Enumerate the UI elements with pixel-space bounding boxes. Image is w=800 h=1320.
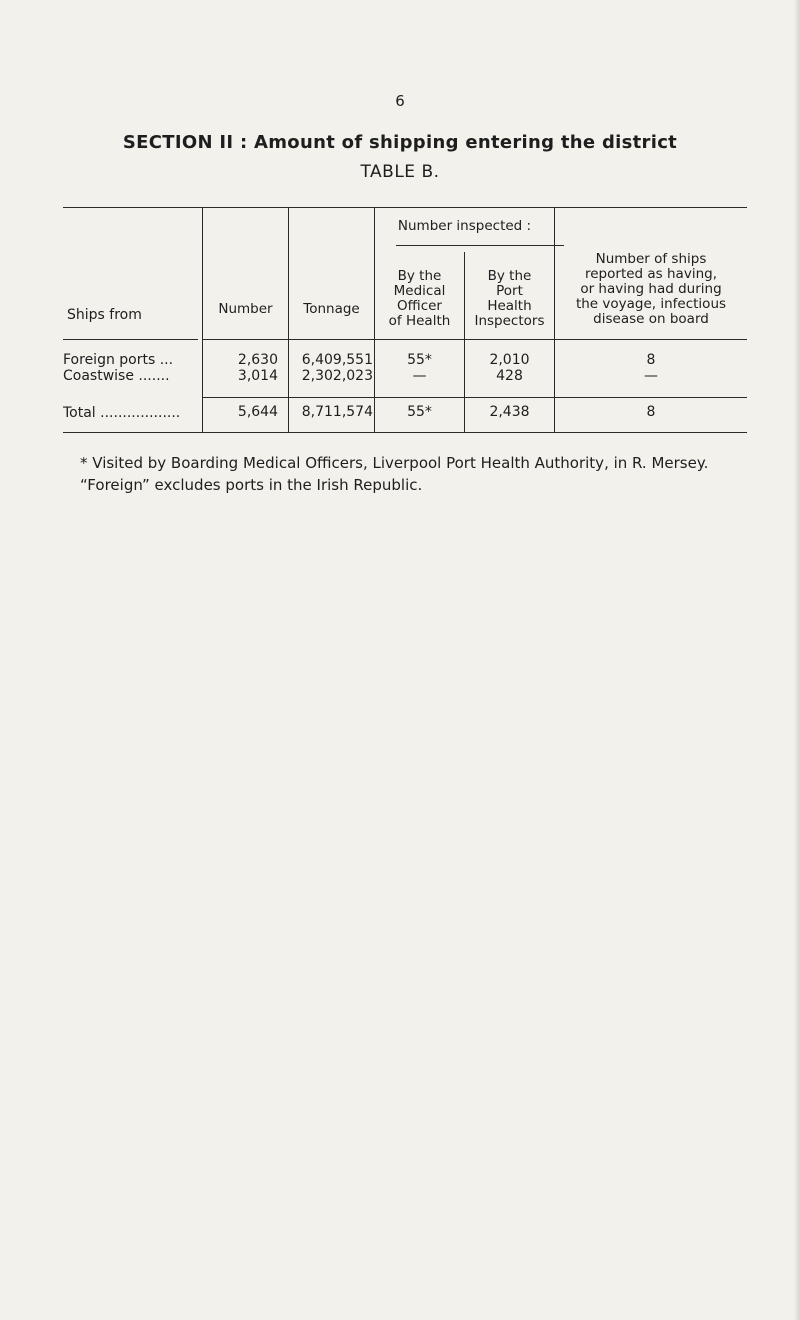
row-label-foreign: Foreign ports ...: [63, 352, 174, 368]
header-number-inspected: Number inspected :: [397, 218, 532, 234]
header-by-medical-officer: By the Medical Officer of Health: [388, 268, 451, 329]
cell-foreign-reported: 8: [646, 352, 656, 368]
header-rule: [203, 339, 747, 340]
footnotes: [80, 452, 780, 496]
footnote-foreign: “Foreign” excludes ports in the Irish Republic.: [80, 476, 423, 494]
page-edge-shadow: [794, 0, 800, 1320]
cell-foreign-medical: 55*: [407, 352, 432, 368]
cell-foreign-port: 2,010: [489, 352, 530, 368]
page-number: 6: [395, 92, 405, 110]
cell-coastwise-tonnage: 2,302,023: [301, 368, 373, 384]
table-title: TABLE B.: [360, 162, 440, 182]
cell-foreign-number: 2,630: [237, 352, 278, 368]
header-number: Number: [218, 301, 273, 317]
header-by-port-health-inspectors: By the Port Health Inspectors: [474, 268, 545, 329]
section-title: SECTION II : Amount of shipping entering the district: [122, 132, 678, 153]
total-rule: [203, 397, 747, 398]
header-rule-ships-from: [63, 339, 198, 340]
col-rule-2: [288, 207, 289, 432]
cell-coastwise-number: 3,014: [237, 368, 278, 384]
table-bottom-rule: [63, 432, 747, 433]
cell-total-medical: 55*: [407, 404, 432, 420]
table-top-rule: [63, 207, 747, 208]
header-tonnage: Tonnage: [303, 301, 360, 317]
cell-coastwise-port: 428: [496, 368, 523, 384]
cell-coastwise-reported: —: [644, 368, 658, 384]
footnote-visited: * Visited by Boarding Medical Officers, Liverpool Port Health Authority, in R. Mersey.: [80, 454, 709, 472]
header-number-reported: Number of ships reported as having, or having had during the voyage, infectious disease on board: [575, 251, 727, 327]
inspected-subheader-rule: [396, 245, 564, 246]
row-label-coastwise: Coastwise .......: [63, 368, 170, 384]
cell-total-tonnage: 8,711,574: [301, 404, 373, 420]
cell-total-reported: 8: [646, 404, 656, 420]
header-ships-from: Ships from: [67, 307, 142, 323]
cell-coastwise-medical: —: [412, 368, 427, 384]
col-rule-1: [202, 207, 203, 432]
cell-total-number: 5,644: [237, 404, 278, 420]
row-label-total: Total ..................: [63, 405, 181, 421]
cell-total-port: 2,438: [489, 404, 530, 420]
shipping-table: [63, 207, 747, 432]
cell-foreign-tonnage: 6,409,551: [301, 352, 373, 368]
